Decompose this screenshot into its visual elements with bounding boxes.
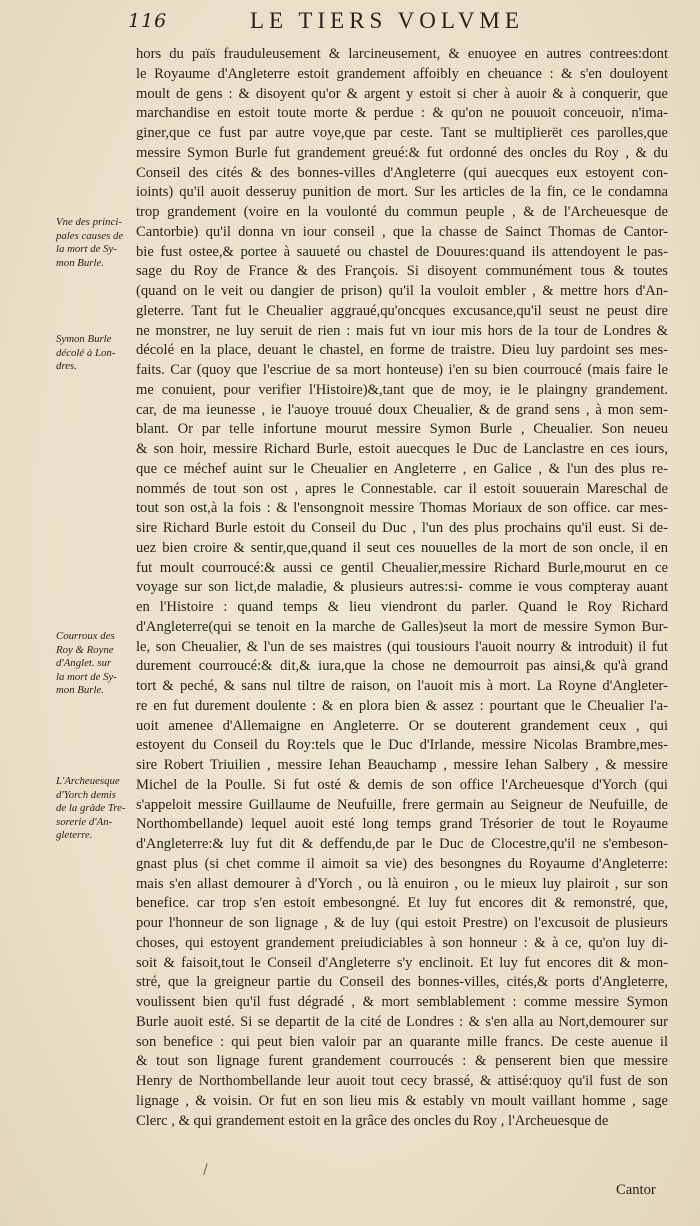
text-line: sire Robert Triuilien , messire Iehan Beauchamp , messire Iehan Salbery , & messire (136, 757, 668, 773)
text-line: tort & peché, & sans nul tiltre de raison, on l'auoit mis à mort. La Royne d'Angleter- (136, 678, 668, 694)
margin-note-line: mon Burle. (56, 256, 104, 269)
text-line: & tout son lignage furent grandement courroucés : & penserent bien que messire (136, 1053, 668, 1070)
text-line: faits. Car (quoy que l'escriue de sa mort honteuse) i'en su bien courroucé (mais faire le (136, 362, 668, 378)
text-line: trop grandement (voire en la voulonté du commun peuple , & de l'Archeuesque de (136, 204, 668, 220)
text-line: soit & faisoit,tout le Conseil d'Angleterre s'y enclinoit. Et luy fut encores dit & mon- (136, 954, 668, 971)
text-line: mais s'en allast demourer à d'Yorch , ou là enuiron , ou le mieux luy plairoit , sur son (136, 875, 668, 892)
text-line: son benefice : qui peut bien valoir par an quarante mille francs. De ceste auenue il (136, 1033, 668, 1050)
text-line: messire Symon Burle fut grandement greué:& fut ordonné des oncles du Roy , & du (136, 144, 668, 161)
text-line: Burle auoit esté. Si se departit de la cité de Londres : & s'en alla au Nort,demourer sur (136, 1013, 668, 1030)
text-line: estoyent du Conseil du Roy:tels que le Duc d'Irlande, messire Nicolas Brambre,mes- (136, 737, 668, 754)
catchword: Cantor (616, 1182, 656, 1198)
text-line: gleterre. Tant fut le Cheualier aggraué,qu'oncques excusance,qu'il seust ne peust dire (136, 302, 668, 319)
text-line: car, de ma ieunesse , ie l'auoye trouué doux Cheualier, & de grand sens , à mon sem- (136, 401, 668, 418)
text-line: le Royaume d'Angleterre estoit grandement affoibly en cheuance : & s'en douloyent (136, 65, 668, 82)
text-line: en l'Histoire : quand temps & lieu viendront du parler. Quand le Roy Richard (136, 599, 668, 615)
text-line: fut moult courroucé:& aussi ce gentil Cheualier,messire Richard Burle,mourut en ce (136, 559, 668, 576)
main-text-block (136, 45, 668, 1131)
text-line: décolé en la place, deuant le chastel, en forme de traistre. Dieu luy pardoint ses mes- (136, 342, 668, 359)
text-line: s'appeloit messire Guillaume de Neufuille, frere germain au Seigneur de Neufuille, de (136, 796, 668, 813)
text-line: Northombellande) lequel auoit esté long temps grand Trésorier de tout le Royaume (136, 816, 668, 833)
text-line: tout son ost,à la fois : & l'ensongnoit messire Thomas Moriaux de son office. car mes- (136, 500, 668, 517)
page-header (128, 6, 668, 40)
margin-note-line: gleterre. (56, 829, 93, 841)
margin-note-line: mon Burle. (56, 684, 104, 696)
text-line: giner,que ce fust par autre voye,que par ceste. Tant se multiplierët ces parolles,que (136, 125, 668, 141)
margin-note-4 (56, 775, 134, 843)
margin-note-2 (56, 333, 134, 374)
running-head: LE TIERS VOLVME (250, 8, 524, 33)
text-line: d'Angleterre(qui se tenoit en la marche de Galles)seut la mort de messire Symon Bur- (136, 618, 668, 635)
margin-note-line: de la grâde Tre- (56, 802, 126, 814)
text-line: lignage , & voisin. Or fut en son lieu mis & estably vn moult vaillant homme , sage (136, 1092, 668, 1109)
text-line: re en fut durement doulente : & en plora bien & assez : pourtant que le Cheualier l'a- (136, 697, 668, 714)
text-line: moult de gens : & disoyent qu'or & argent y estoit si cher à auoir & à conquerir, que (136, 85, 668, 102)
stray-mark: / (203, 1162, 208, 1178)
text-line: ne monstrer, ne luy seruit de rien : mais fut vn iour mis hors de la tour de Londres & (136, 322, 668, 339)
margin-note-line: Vne des princi- (56, 216, 122, 228)
margin-note-line: la mort de Sy- (56, 243, 117, 255)
text-line: blant. Or par telle infortune mourut messire Symon Burle , Cheualier. Son neueu (136, 421, 668, 438)
text-line: voyage sur son lict,de maladie, & plusieurs autres:si- comme ie vous compteray auant (136, 579, 668, 596)
text-line: durement courroucé:& dit,& iura,que la chose ne demourroit pas ainsi,& qu'à grand (136, 658, 668, 675)
text-line: d'Angleterre:& luy fut dit & deffendu,de par le Duc de Clocestre,qu'il ne s'embeson- (136, 836, 668, 852)
margin-note-line: d'Yorch demis (56, 788, 116, 801)
margin-note-line: d'Anglet. sur (56, 657, 112, 669)
text-line: sire Richard Burle estoit du Conseil du Duc , l'un des plus prochains qu'il eust. Si de- (136, 520, 668, 536)
text-line: gnast plus (si chet comme il aimoit sa vie) des besongnes du Royaume d'Angleterre: (136, 855, 668, 872)
margin-note-line: L'Archeuesque (56, 775, 120, 787)
text-line: uoit amenee d'Allemaigne en Angleterre. Or se douterent grandement ceux , qui (136, 717, 668, 734)
text-line: stré, que la greigneur partie du Conseil des bonnes-villes, cités,& ports d'Angleterre, (136, 974, 668, 991)
folio-number: 116 (128, 10, 168, 32)
margin-note-3 (56, 630, 134, 698)
margin-note-line: la mort de Sy- (56, 670, 117, 683)
text-line: & son hoir, messire Richard Burle, estoit auecques le Duc de Lanclastre en ces iours, (136, 441, 668, 457)
text-line: le, son Cheualier, & l'un de ses maistres (qui tousiours l'auoit nourry & introduit) il fut (136, 638, 668, 655)
text-line: marchandise en estoit toute morte & perdue : & qu'on ne pouuoit conceuoir, n'ima- (136, 105, 668, 122)
margin-note-1 (56, 216, 134, 270)
margin-note-line: décolé à Lon- (56, 346, 116, 359)
text-line: uez bien croire & sentir,que,quand il seut ces nouuelles de la mort de son oncle, il en (136, 539, 668, 556)
text-line: benefice. car trop s'en estoit embesongné. Et luy fut encores dit & remonstré, que, (136, 895, 668, 912)
text-line: que ce méchef auint sur le Cheualier en Angleterre , en Galice , & l'un des plus re- (136, 460, 668, 477)
text-line: choses, qui estoyent grandement preiudiciables à son honneur : & à ce, qu'on luy di- (136, 934, 668, 951)
margin-note-line: Roy & Royne (56, 643, 114, 656)
margin-note-line: dres. (56, 360, 77, 372)
text-line: Conseil des cités & des bonnes-villes d'Angleterre (qui auecques eux estoyent con- (136, 164, 668, 181)
text-line: voulissent bien qu'il fust dégradé , & mort semblablement : comme messire Symon (136, 994, 668, 1010)
text-line: hors du païs frauduleusement & larcineusement, & enuoyee en autres contrees:dont (136, 46, 668, 62)
text-line: Cantorbie) qu'il donna vn iour conseil , que la chasse de Sainct Thomas de Cantor- (136, 223, 668, 240)
text-line: pour l'honneur de son lignage , & de luy (qui estoit Prestre) on l'excusoit de plusieurs (136, 915, 668, 931)
text-line: me conuient, pour verifier l'Histoire)&,tant que de moy, ie le plaingny grandement. (136, 381, 668, 398)
margin-note-line: pales causes de (56, 229, 124, 242)
margin-note-line: Courroux des (56, 630, 115, 642)
text-line: Henry de Northombellande leur auoit tout cecy brassé, & attisé:quoy qu'il fust de son (136, 1073, 668, 1089)
text-line: bie fust ostee,& portee à sauueté ou chastel de Douures:quand ils attendoyent le pas- (136, 243, 668, 260)
margin-note-line: sorerie d'An- (56, 815, 113, 828)
text-line: nommés de tout son ost , apres le Connestable. car il estoit souuerain Mareschal de (136, 480, 668, 497)
text-line: (quand on le veit ou dangier de prison) qu'il la vouloit embler , & mettre hors d'An- (136, 283, 668, 299)
text-line: sage du Roy de France & des François. Si disoyent communément tous & toutes (136, 263, 668, 280)
text-line: Michel de la Poulle. Si fut osté & demis de son office l'Archeuesque d'Yorch (qui (136, 776, 668, 793)
margin-note-line: Symon Burle (56, 333, 112, 345)
text-line: ioints) qu'il auoit desseruy punition de mort. Sur les articles de la fin, ce le condamna (136, 184, 668, 201)
text-line: Clerc , & qui grandement estoit en la grâce des oncles du Roy , l'Archeuesque de (136, 1112, 609, 1129)
